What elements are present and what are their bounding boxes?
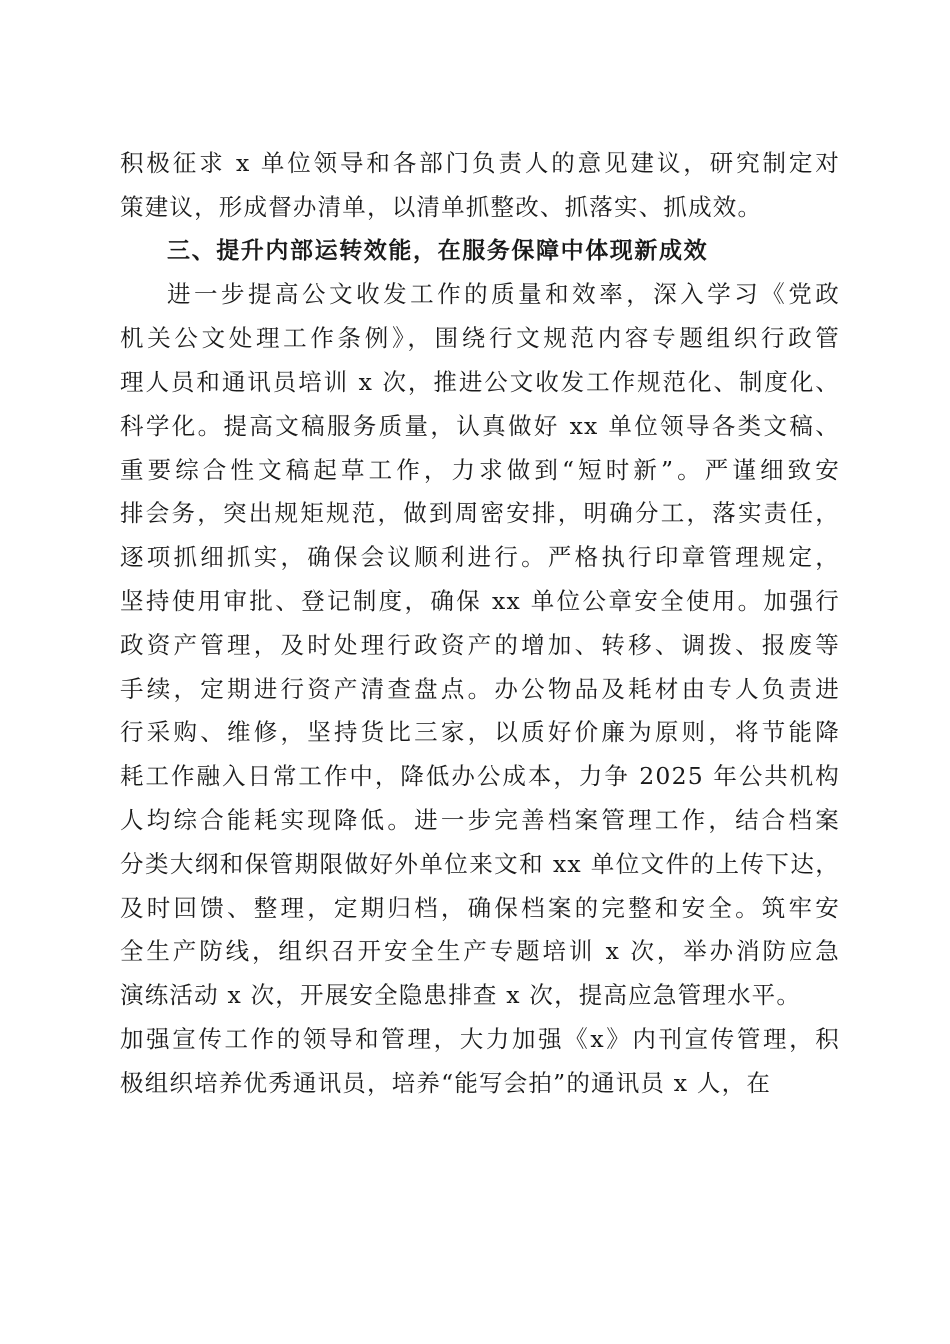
body-line: 理人员和通讯员培训 x 次，推进公文收发工作规范化、制度化、 — [120, 367, 840, 396]
body-line: 坚持使用审批、登记制度，确保 xx 单位公章安全使用。加强行 — [120, 586, 840, 615]
body-line: 全生产防线，组织召开安全生产专题培训 x 次，举办消防应急 — [120, 937, 840, 966]
body-line: 科学化。提高文稿服务质量，认真做好 xx 单位领导各类文稿、 — [120, 411, 840, 440]
body-line: 演练活动 x 次，开展安全隐患排查 x 次，提高应急管理水平。 — [120, 981, 802, 1010]
body-line: 策建议，形成督办清单，以清单抓整改、抓落实、抓成效。 — [120, 192, 763, 221]
body-line: 行采购、维修，坚持货比三家，以质好价廉为原则，将节能降 — [120, 718, 840, 747]
body-line: 排会务，突出规矩规范，做到周密安排，明确分工，落实责任， — [120, 499, 840, 528]
body-line: 进一步提高公文收发工作的质量和效率，深入学习《党政 — [167, 280, 840, 309]
section-heading: 三、提升内部运转效能，在服务保障中体现新成效 — [167, 237, 709, 264]
body-line: 手续，定期进行资产清查盘点。办公物品及耗材由专人负责进 — [120, 674, 840, 703]
body-line: 机关公文处理工作条例》，围绕行文规范内容专题组织行政管 — [120, 324, 840, 353]
body-line: 极组织培养优秀通讯员，培养“能写会拍”的通讯员 x 人，在 — [120, 1068, 772, 1097]
body-line: 加强宣传工作的领导和管理，大力加强《x》内刊宣传管理，积 — [120, 1024, 840, 1053]
body-line: 人均综合能耗实现降低。进一步完善档案管理工作，结合档案 — [120, 805, 840, 834]
document-body — [120, 142, 840, 1106]
body-line: 积极征求 x 单位领导和各部门负责人的意见建议，研究制定对 — [120, 149, 840, 177]
body-line: 及时回馈、整理，定期归档，确保档案的完整和安全。筑牢安 — [120, 893, 840, 922]
body-line: 逐项抓细抓实，确保会议顺利进行。严格执行印章管理规定， — [120, 543, 840, 572]
body-line: 政资产管理，及时处理行政资产的增加、转移、调拨、报废等 — [120, 630, 840, 659]
body-line: 耗工作融入日常工作中，降低办公成本，力争 2025 年公共机构 — [120, 762, 840, 791]
body-line: 重要综合性文稿起草工作，力求做到“短时新”。严谨细致安 — [120, 455, 840, 484]
body-line: 分类大纲和保管期限做好外单位来文和 xx 单位文件的上传下达， — [120, 849, 840, 878]
